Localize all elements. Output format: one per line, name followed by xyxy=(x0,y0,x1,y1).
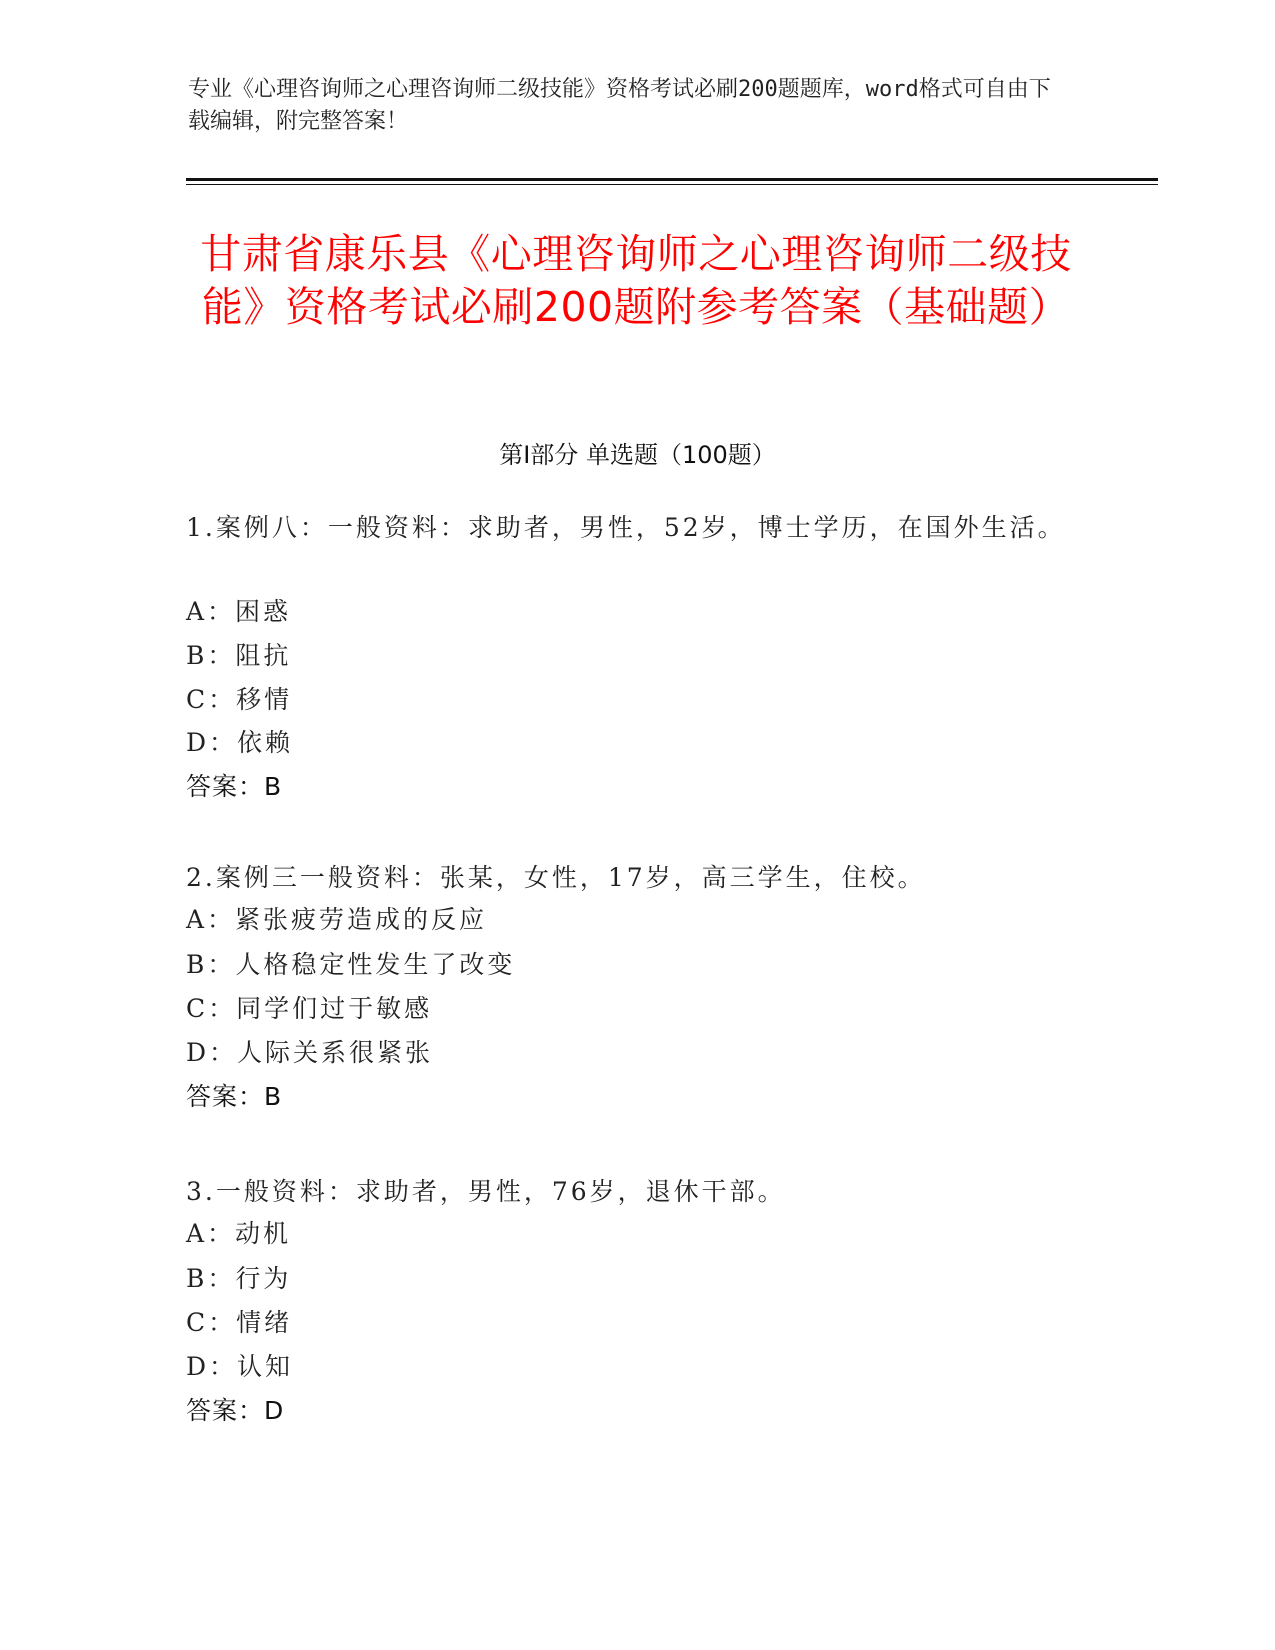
question-stem: 1.案例八：一般资料：求助者，男性，52岁，博士学历，在国外生活。 xyxy=(186,513,1066,542)
option-a: A：困惑 xyxy=(186,597,292,626)
question-stem: 2.案例三一般资料：张某，女性，17岁，高三学生，住校。 xyxy=(186,863,926,892)
answer-label: 答案：D xyxy=(186,1396,285,1425)
answer-label: 答案：B xyxy=(186,772,283,801)
option-b: B：阻抗 xyxy=(186,641,292,670)
option-d: D：人际关系很紧张 xyxy=(186,1038,434,1067)
answer-label: 答案：B xyxy=(186,1082,283,1111)
option-c: C：同学们过于敏感 xyxy=(186,994,433,1023)
option-b: B：行为 xyxy=(186,1264,292,1293)
header-note: 专业《心理咨询师之心理咨询师二级技能》资格考试必刷200题题库，word格式可自由下载编辑，附完整答案！ xyxy=(188,77,1051,134)
option-a: A：紧张疲劳造成的反应 xyxy=(186,905,488,934)
question-stem: 3.一般资料：求助者，男性，76岁，退休干部。 xyxy=(186,1177,786,1206)
section-title: 第Ⅰ部分 单选题（100题） xyxy=(499,441,776,469)
question-block-3 xyxy=(186,1170,1066,1440)
option-c: C：情绪 xyxy=(186,1308,293,1337)
option-c: C：移情 xyxy=(186,685,293,714)
option-d: D：依赖 xyxy=(186,728,294,757)
document-title: 甘肃省康乐县《心理咨询师之心理咨询师二级技能》资格考试必刷200题附参考答案（基础题） xyxy=(200,230,1072,331)
option-d: D：认知 xyxy=(186,1352,294,1381)
question-block-1 xyxy=(186,506,1066,816)
option-a: A：动机 xyxy=(186,1219,292,1248)
header-divider-thin xyxy=(186,184,1158,185)
header-divider-thick xyxy=(186,178,1158,181)
question-block-2 xyxy=(186,856,1066,1126)
option-b: B：人格稳定性发生了改变 xyxy=(186,950,516,979)
